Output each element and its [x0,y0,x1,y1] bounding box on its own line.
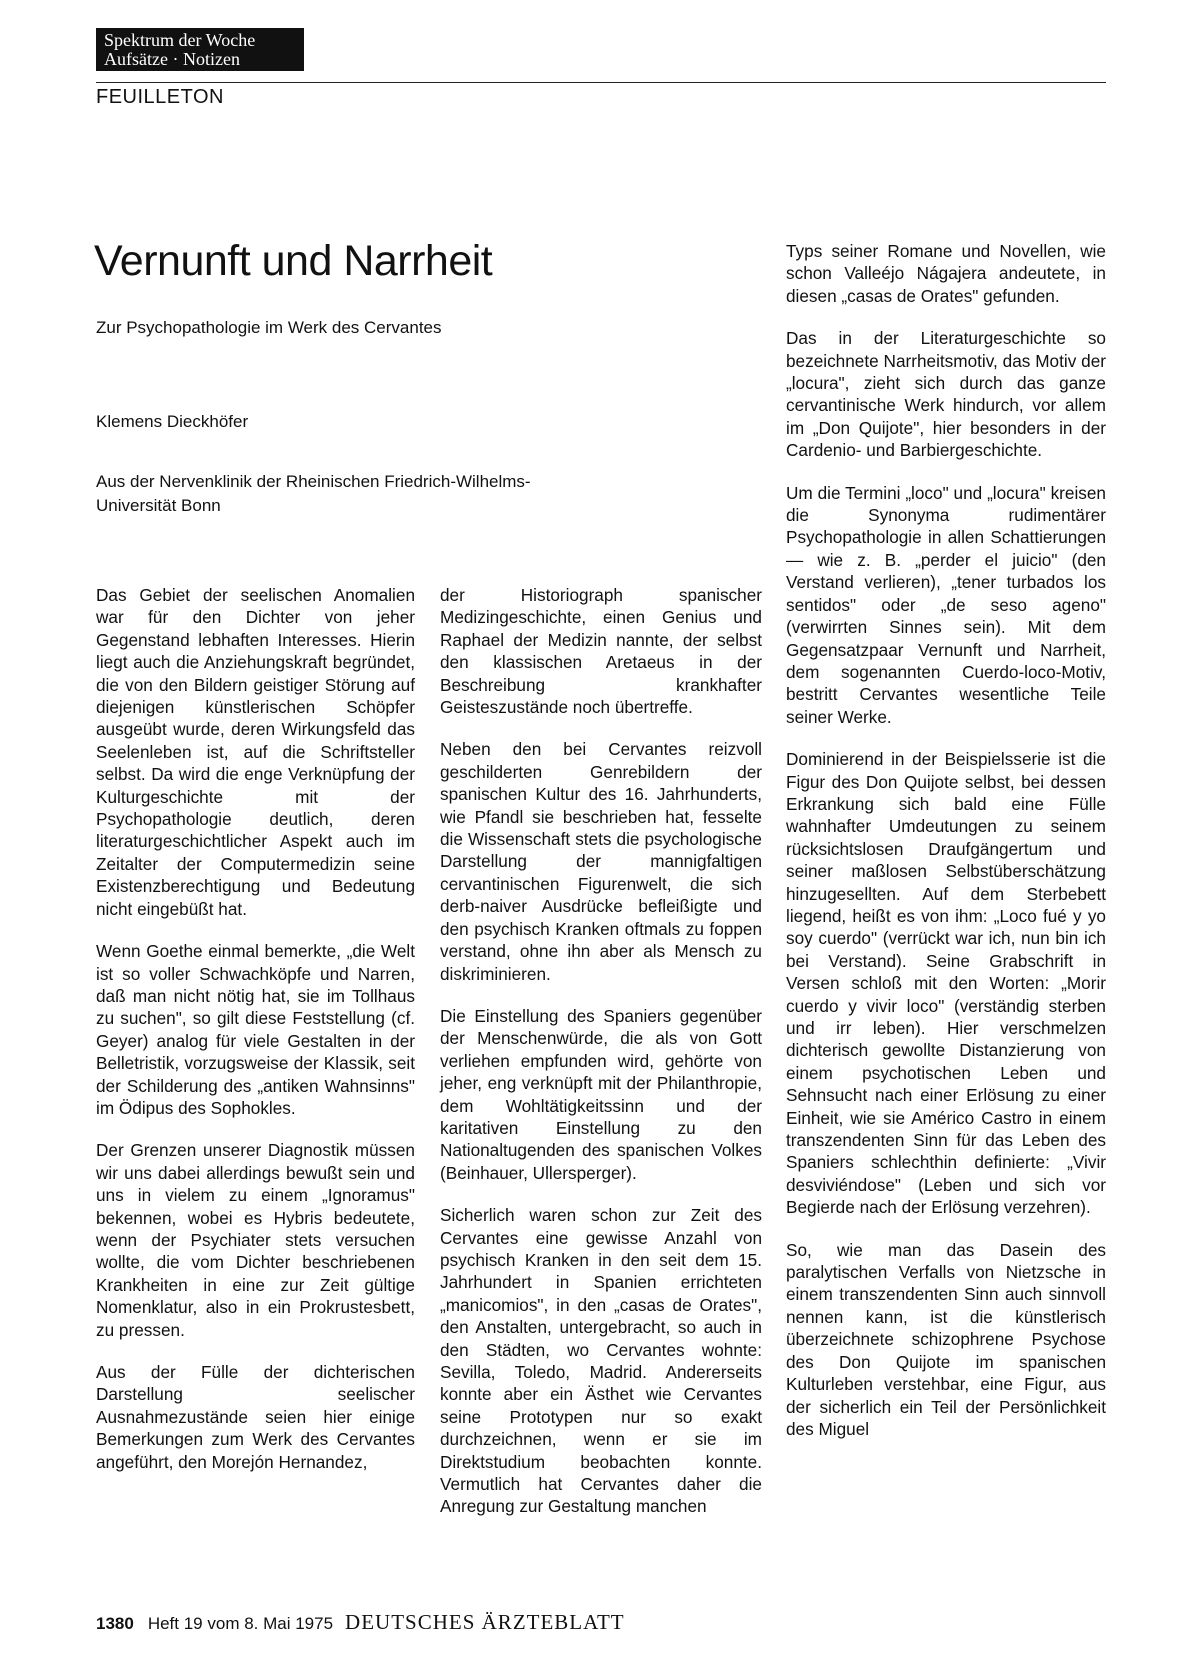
badge-line-1: Spektrum der Woche [104,30,256,50]
paragraph: Sicherlich waren schon zur Zeit des Cervantes eine gewisse Anzahl von psychisch Kranken in den seit dem 15. Jahrhundert in Spanien errichteten „manicomios", in den „casas de Orates", den Anstalten, untergebracht, so auch in den Städten, wo Cervantes wohnte: Sevilla, Toledo, Madrid. Andererseits konnte aber ein Ästhet wie Cervantes seine Prototypen nur so exakt durchzeichnen, wenn er sie im Direktstudium beobachten konnte. Vermutlich hat Cervantes daher die Anregung zur Gestaltung manchen [440,1205,762,1517]
page-number: 1380 [96,1614,134,1633]
issue-info: Heft 19 vom 8. Mai 1975 [147,1614,334,1633]
paragraph: der Historiograph spanischer Medizingeschichte, einen Genius und Raphael der Medizin nannte, der selbst den klassischen Aretaeus in der Beschreibung krankhafter Geisteszustände noch übertreffe. [440,585,762,718]
paragraph: Das Gebiet der seelischen Anomalien war für den Dichter von jeher Gegenstand lebhaften Interesses. Hierin liegt auch die Anziehungskraft begründet, die von den Bildern geistiger Störung auf diejenigen künstlerischen Schöpfer ausgeübt wurde, deren Wirkungsfeld das Seelenleben ist, auf die Schriftsteller selbst. Da wird die enge Verknüpfung der Kulturgeschichte mit der Psychopathologie deutlich, deren literaturgeschichtlicher Aspekt auch im Zeitalter der Computermedizin seine Existenzberechtigung und Bedeutung nicht eingebüßt hat. [96,585,415,919]
paragraph: Neben den bei Cervantes reizvoll geschilderten Genrebildern der spanischen Kultur des 16. Jahrhunderts, wie Pfandl sie beschrieben hat, fesselte die Wissenschaft stets die psychologische Darstellung der mannigfaltigen cervantinischen Figurenwelt, die sich derb-naiver Ausdrücke befleißigte und den psychisch Kranken oftmals zu foppen verstand, ohne ihn aber als Mensch zu diskriminieren. [440,739,762,984]
badge-line-2: Aufsätze · Notizen [104,49,240,69]
header-rule [96,82,1106,83]
affiliation-line-2: Universität Bonn [96,496,221,515]
author-affiliation [96,470,656,518]
paragraph: Dominierend in der Beispielsserie ist die Figur des Don Quijote selbst, bei dessen Erkrankung sich bald eine Fülle wahnhafter Umdeutungen zu seinem rücksichtslosen Draufgängertum und seiner maßlosen Selbstüberschätzung hinzugesellten. Auf dem Sterbebett liegend, heißt es von ihm: „Loco fué y yo soy cuerdo" (verrückt war ich, nun bin ich bei Verstand). Seine Grabschrift in Versen schloß mit den Worten: „Morir cuerdo y vivir loco" (verständig sterben und irr leben). Hier verschmelzen dichterisch gewollte Distanzierung von einem psychotischen Leben und Sehnsucht nach einer Erlösung zu einer Einheit, wie sie Américo Castro in einem transzendenten Sinn für das Leben des Spaniers schlechthin definierte: „Vivir desviviéndose" (Leben und sich vor Begierde nach der Erlösung verzehren). [786,749,1106,1218]
article-subtitle: Zur Psychopathologie im Werk des Cervantes [96,318,442,337]
article-title: Vernunft und Narrheit [94,237,493,285]
text-column-2 [440,584,762,1538]
section-badge [96,28,304,71]
text-column-3 [786,240,1106,1460]
page-footer [96,1610,625,1635]
paragraph: Das in der Literaturgeschichte so bezeichnete Narrheitsmotiv, das Motiv der „locura", zieht sich durch das ganze cervantinische Werk hindurch, vor allem im „Don Quijote", hier besonders in der Cardenio- und Barbiergeschichte. [786,328,1106,461]
paragraph: Der Grenzen unserer Diagnostik müssen wir uns dabei allerdings bewußt sein und uns in vielem zu einem „Ignoramus" bekennen, wobei es Hybris bedeutete, wenn der Psychiater stets versuchen wollte, die vom Dichter beschriebenen Krankheiten in eine zur Zeit gültige Nomenklatur, also in ein Prokrustesbett, zu pressen. [96,1140,415,1340]
article-author: Klemens Dieckhöfer [96,412,249,431]
paragraph: Typs seiner Romane und Novellen, wie schon Valleéjo Nágajera andeutete, in diesen „casas de Orates" gefunden. [786,241,1106,306]
affiliation-line-1: Aus der Nervenklinik der Rheinischen Friedrich-Wilhelms- [96,472,531,491]
paragraph: Wenn Goethe einmal bemerkte, „die Welt ist so voller Schwachköpfe und Narren, daß man nicht nötig hat, sie im Tollhaus zu suchen", so gilt diese Feststellung (cf. Geyer) analog für viele Gestalten in der Belletristik, vorzugsweise der Klassik, seit der Schilderung des „antiken Wahnsinns" im Ödipus des Sophokles. [96,941,415,1118]
paragraph: So, wie man das Dasein des paralytischen Verfalls von Nietzsche in einem transzendenten Sinn auch sinnvoll nennen kann, ist die künstlerisch überzeichnete schizophrene Psychose des Don Quijote im spanischen Kulturleben verstehbar, eine Figur, aus der sicherlich ein Teil der Persönlichkeit des Miguel [786,1239,1106,1439]
paragraph: Aus der Fülle der dichterischen Darstellung seelischer Ausnahmezustände seien hier einige Bemerkungen zum Werk des Cervantes angeführt, den Morejón Hernandez, [96,1362,415,1472]
journal-name: DEUTSCHES ÄRZTEBLATT [345,1610,625,1634]
paragraph: Um die Termini „loco" und „locura" kreisen die Synonyma rudimentärer Psychopathologie in allen Schattierungen — wie z. B. „perder el juicio" (den Verstand verlieren), „tener turbados los sentidos" oder „de seso ageno" (verwirrten Sinnes sein). Mit dem Gegensatzpaar Vernunft und Narrheit, dem sogenannten Cuerdo-loco-Motiv, bestritt Cervantes wesentliche Teile seiner Werke. [786,482,1106,727]
section-label: FEUILLETON [96,86,224,108]
paragraph: Die Einstellung des Spaniers gegenüber der Menschenwürde, die als von Gott verliehen empfunden wird, gehörte von jeher, eng verknüpft mit der Philanthropie, dem Wohltätigkeitssinn und der karitativen Einstellung zu den Nationaltugenden des spanischen Volkes (Beinhauer, Ullersperger). [440,1005,762,1183]
text-column-1 [96,584,415,1493]
